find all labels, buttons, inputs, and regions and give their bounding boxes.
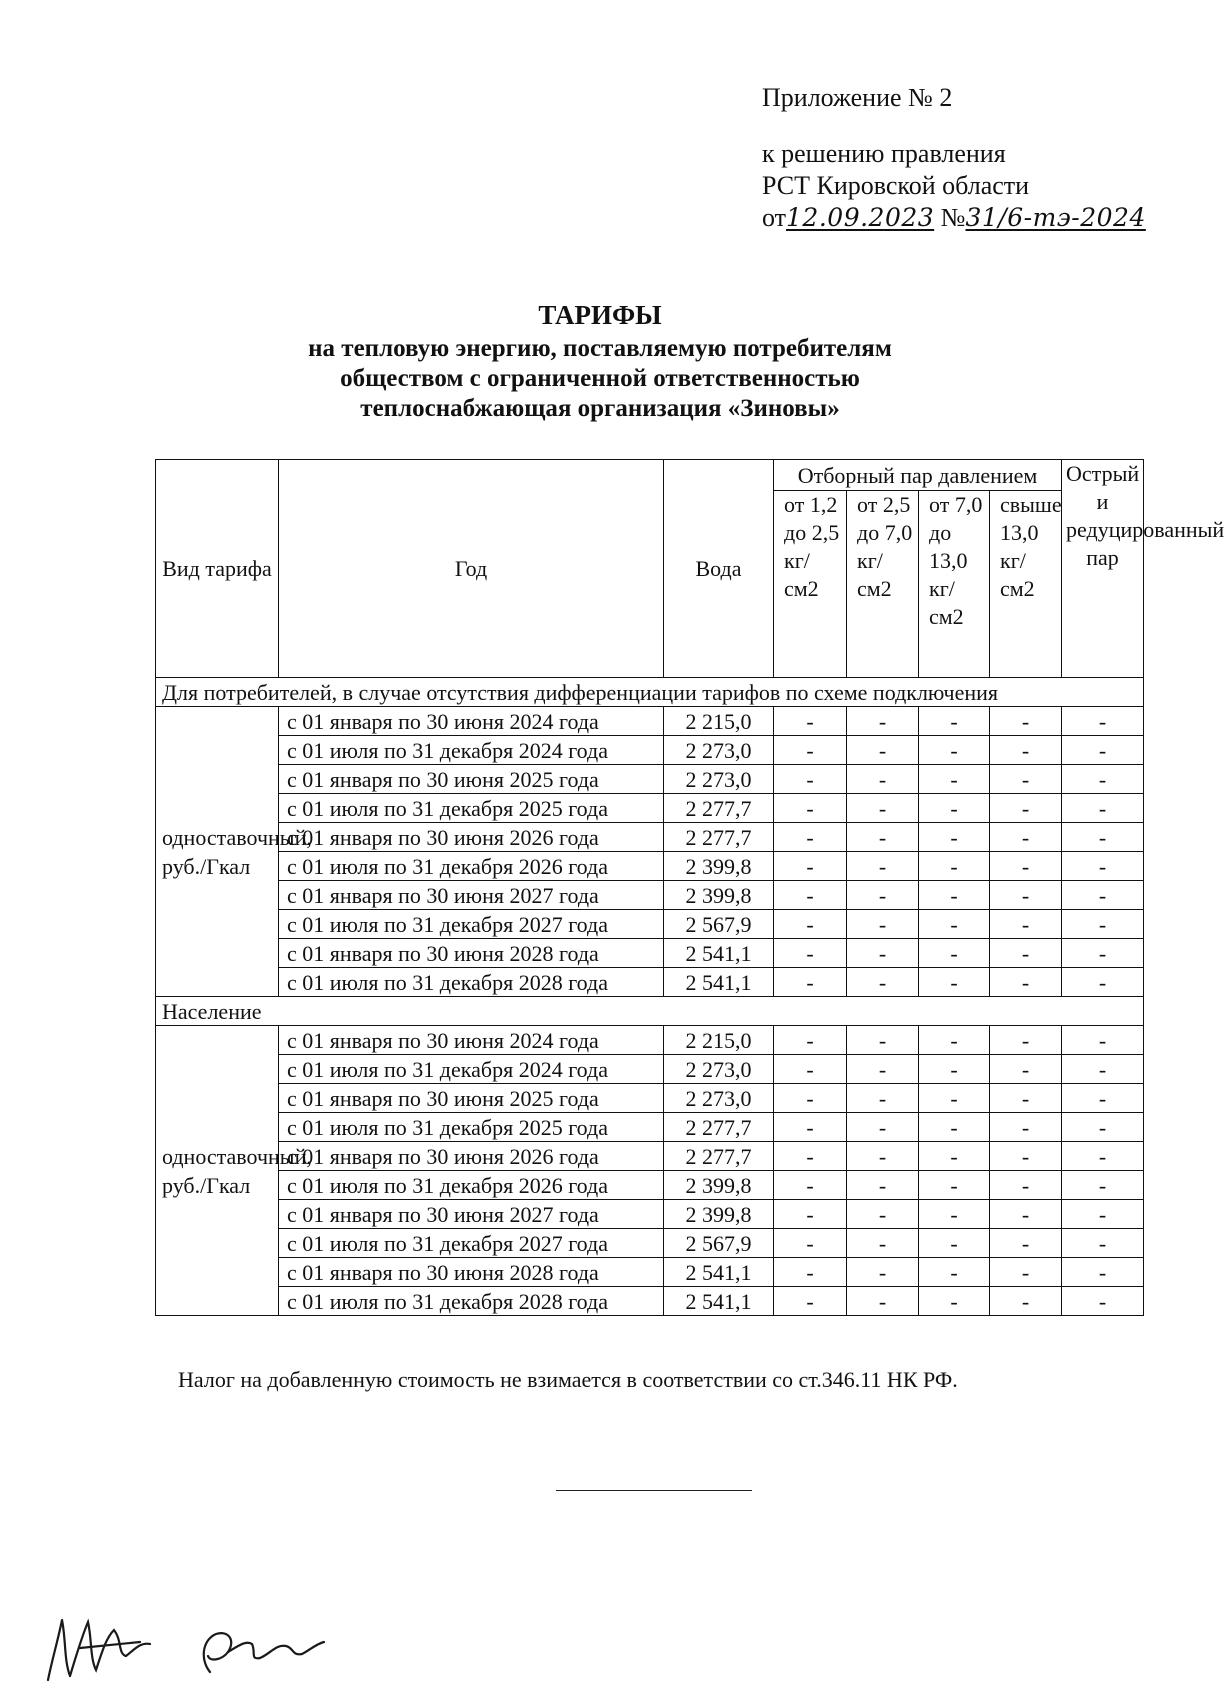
water-cell: 2 215,0 [664,1026,774,1055]
pressure-1-cell: - [774,1084,847,1113]
separator-line [556,1490,752,1491]
pressure-3-cell: - [919,823,990,852]
pressure-2-cell: - [847,939,919,968]
water-cell: 2 273,0 [664,1055,774,1084]
pressure-1-cell: - [774,1026,847,1055]
pressure-2-cell: - [847,707,919,736]
sharp-steam-cell: - [1062,1258,1144,1287]
heading-line-1: на тепловую энергию, поставляемую потребителям [308,335,892,362]
pressure-3-cell: - [919,765,990,794]
pressure-1-cell: - [774,852,847,881]
pressure-2-cell: - [847,1229,919,1258]
pressure-2-cell: - [847,881,919,910]
period-cell: с 01 июля по 31 декабря 2027 года [279,1229,664,1258]
table-row [156,1200,1144,1229]
pressure-3-cell: - [919,1287,990,1316]
water-cell: 2 541,1 [664,1287,774,1316]
table-row [156,939,1144,968]
sharp-steam-cell: - [1062,1084,1144,1113]
tariff-kind-cell: одноставочный, руб./Гкал [156,1026,279,1316]
pressure-1-cell: - [774,1200,847,1229]
pressure-4-cell: - [990,736,1062,765]
table-row [156,968,1144,997]
pressure-3-cell: - [919,910,990,939]
pressure-4-cell: - [990,794,1062,823]
table-row [156,736,1144,765]
pressure-3-cell: - [919,852,990,881]
period-cell: с 01 июля по 31 декабря 2027 года [279,910,664,939]
pressure-1-cell: - [774,736,847,765]
pressure-3-cell: - [919,1113,990,1142]
header-water: Вода [664,460,774,678]
pressure-4-cell: - [990,852,1062,881]
period-cell: с 01 января по 30 июня 2026 года [279,823,664,852]
sharp-steam-cell: - [1062,765,1144,794]
water-cell: 2 399,8 [664,1200,774,1229]
period-cell: с 01 января по 30 июня 2024 года [279,707,664,736]
sharp-steam-cell: - [1062,1200,1144,1229]
pressure-2-cell: - [847,910,919,939]
table-row [156,881,1144,910]
pressure-3-cell: - [919,939,990,968]
sharp-steam-cell: - [1062,1113,1144,1142]
vat-note: Налог на добавленную стоимость не взимается в соответствии со ст.346.11 НК РФ. [178,1367,958,1392]
period-cell: с 01 января по 30 июня 2027 года [279,1200,664,1229]
pressure-2-cell: - [847,1084,919,1113]
period-cell: с 01 января по 30 июня 2024 года [279,1026,664,1055]
pressure-2-cell: - [847,1200,919,1229]
table-row [156,1055,1144,1084]
water-cell: 2 277,7 [664,1142,774,1171]
pressure-4-cell: - [990,823,1062,852]
pressure-1-cell: - [774,1258,847,1287]
pressure-2-cell: - [847,1287,919,1316]
sharp-steam-cell: - [1062,1055,1144,1084]
pressure-4-cell: - [990,1200,1062,1229]
water-cell: 2 541,1 [664,939,774,968]
header-pressure-1: от 1,2 до 2,5 кг/см2 [774,491,847,678]
water-cell: 2 215,0 [664,707,774,736]
pressure-4-cell: - [990,939,1062,968]
water-cell: 2 277,7 [664,794,774,823]
pressure-4-cell: - [990,1113,1062,1142]
water-cell: 2 567,9 [664,1229,774,1258]
pressure-4-cell: - [990,910,1062,939]
annex-title: Приложение № 2 [762,83,953,112]
pressure-1-cell: - [774,1113,847,1142]
pressure-4-cell: - [990,1055,1062,1084]
table-row [156,1084,1144,1113]
pressure-4-cell: - [990,1258,1062,1287]
pressure-2-cell: - [847,794,919,823]
pressure-1-cell: - [774,1171,847,1200]
pressure-2-cell: - [847,1171,919,1200]
sharp-steam-cell: - [1062,823,1144,852]
period-cell: с 01 июля по 31 декабря 2028 года [279,968,664,997]
pressure-1-cell: - [774,794,847,823]
pressure-2-cell: - [847,1258,919,1287]
table-row [156,1171,1144,1200]
table-row [156,1229,1144,1258]
table-row [156,765,1144,794]
water-cell: 2 273,0 [664,765,774,794]
pressure-2-cell: - [847,736,919,765]
sharp-steam-cell: - [1062,1142,1144,1171]
pressure-4-cell: - [990,1229,1062,1258]
water-cell: 2 541,1 [664,1258,774,1287]
pressure-3-cell: - [919,1258,990,1287]
sharp-steam-cell: - [1062,1171,1144,1200]
water-cell: 2 273,0 [664,1084,774,1113]
sharp-steam-cell: - [1062,707,1144,736]
period-cell: с 01 января по 30 июня 2027 года [279,881,664,910]
period-cell: с 01 июля по 31 декабря 2025 года [279,794,664,823]
header-year: Год [279,460,664,678]
header-pressure-4: свыше 13,0 кг/см2 [990,491,1062,678]
table-row [156,852,1144,881]
sharp-steam-cell: - [1062,736,1144,765]
decision-date: 12.09.2023 [786,203,935,232]
sharp-steam-cell: - [1062,852,1144,881]
decision-number: 31/6-тэ-2024 [965,203,1146,232]
pressure-3-cell: - [919,1200,990,1229]
pressure-3-cell: - [919,1026,990,1055]
pressure-4-cell: - [990,1084,1062,1113]
sharp-steam-cell: - [1062,939,1144,968]
tariff-kind-cell: одноставочный, руб./Гкал [156,707,279,997]
number-prefix: № [940,203,966,232]
table-body [156,678,1144,1316]
heading-line-3: теплоснабжающая организация «Зиновы» [360,395,840,422]
heading-title: ТАРИФЫ [538,300,662,330]
annex-date-line [762,202,1146,234]
header-pressure-3: от 7,0 до 13,0 кг/см2 [919,491,990,678]
water-cell: 2 277,7 [664,823,774,852]
table-row [156,707,1144,736]
sharp-steam-cell: - [1062,1287,1144,1316]
period-cell: с 01 января по 30 июня 2025 года [279,765,664,794]
period-cell: с 01 июля по 31 декабря 2024 года [279,736,664,765]
water-cell: 2 567,9 [664,910,774,939]
sharp-steam-cell: - [1062,1026,1144,1055]
pressure-2-cell: - [847,1055,919,1084]
pressure-1-cell: - [774,1229,847,1258]
table-row [156,1142,1144,1171]
pressure-1-cell: - [774,881,847,910]
period-cell: с 01 июля по 31 декабря 2026 года [279,852,664,881]
table-row [156,1026,1144,1055]
water-cell: 2 273,0 [664,736,774,765]
date-prefix: от [762,203,787,232]
section-title: Население [156,997,1144,1026]
period-cell: с 01 января по 30 июня 2028 года [279,939,664,968]
period-cell: с 01 июля по 31 декабря 2024 года [279,1055,664,1084]
pressure-2-cell: - [847,1026,919,1055]
pressure-1-cell: - [774,1287,847,1316]
pressure-2-cell: - [847,852,919,881]
pressure-3-cell: - [919,968,990,997]
period-cell: с 01 января по 30 июня 2025 года [279,1084,664,1113]
water-cell: 2 541,1 [664,968,774,997]
pressure-2-cell: - [847,968,919,997]
header-extracted-steam: Отборный пар давлением [774,460,1062,491]
document-heading [0,300,1200,424]
pressure-3-cell: - [919,1142,990,1171]
pressure-4-cell: - [990,1287,1062,1316]
pressure-3-cell: - [919,1229,990,1258]
pressure-2-cell: - [847,1113,919,1142]
pressure-2-cell: - [847,823,919,852]
water-cell: 2 277,7 [664,1113,774,1142]
pressure-4-cell: - [990,1171,1062,1200]
pressure-3-cell: - [919,1171,990,1200]
pressure-1-cell: - [774,939,847,968]
pressure-4-cell: - [990,765,1062,794]
pressure-2-cell: - [847,1142,919,1171]
table-row [156,823,1144,852]
pressure-1-cell: - [774,707,847,736]
table-row [156,794,1144,823]
period-cell: с 01 января по 30 июня 2028 года [279,1258,664,1287]
period-cell: с 01 июля по 31 декабря 2028 года [279,1287,664,1316]
annex-line-2: РСТ Кировской области [762,171,1030,200]
sharp-steam-cell: - [1062,1229,1144,1258]
annex-block [762,82,1146,234]
water-cell: 2 399,8 [664,881,774,910]
table-row [156,1258,1144,1287]
pressure-1-cell: - [774,823,847,852]
pressure-4-cell: - [990,707,1062,736]
pressure-1-cell: - [774,968,847,997]
table-row [156,1287,1144,1316]
table-row [156,910,1144,939]
pressure-4-cell: - [990,881,1062,910]
pressure-3-cell: - [919,881,990,910]
pressure-1-cell: - [774,910,847,939]
pressure-1-cell: - [774,765,847,794]
header-tariff-kind: Вид тарифа [156,460,279,678]
pressure-3-cell: - [919,736,990,765]
pressure-4-cell: - [990,1026,1062,1055]
pressure-1-cell: - [774,1055,847,1084]
water-cell: 2 399,8 [664,852,774,881]
pressure-3-cell: - [919,1084,990,1113]
sharp-steam-cell: - [1062,910,1144,939]
signature-icon [40,1600,330,1690]
water-cell: 2 399,8 [664,1171,774,1200]
header-sharp-steam: Острый и редуцированный пар [1062,460,1144,678]
pressure-1-cell: - [774,1142,847,1171]
table-row [156,1113,1144,1142]
pressure-3-cell: - [919,794,990,823]
heading-line-2: обществом с ограниченной ответственностью [340,365,860,392]
sharp-steam-cell: - [1062,881,1144,910]
pressure-3-cell: - [919,1055,990,1084]
sharp-steam-cell: - [1062,968,1144,997]
pressure-4-cell: - [990,968,1062,997]
period-cell: с 01 июля по 31 декабря 2025 года [279,1113,664,1142]
annex-line-1: к решению правления [762,139,1006,168]
tariff-table [155,459,1224,1316]
section-title: Для потребителей, в случае отсутствия дифференциации тарифов по схеме подключения [156,678,1144,707]
period-cell: с 01 июля по 31 декабря 2026 года [279,1171,664,1200]
pressure-3-cell: - [919,707,990,736]
period-cell: с 01 января по 30 июня 2026 года [279,1142,664,1171]
header-pressure-2: от 2,5 до 7,0 кг/см2 [847,491,919,678]
pressure-4-cell: - [990,1142,1062,1171]
pressure-2-cell: - [847,765,919,794]
sharp-steam-cell: - [1062,794,1144,823]
